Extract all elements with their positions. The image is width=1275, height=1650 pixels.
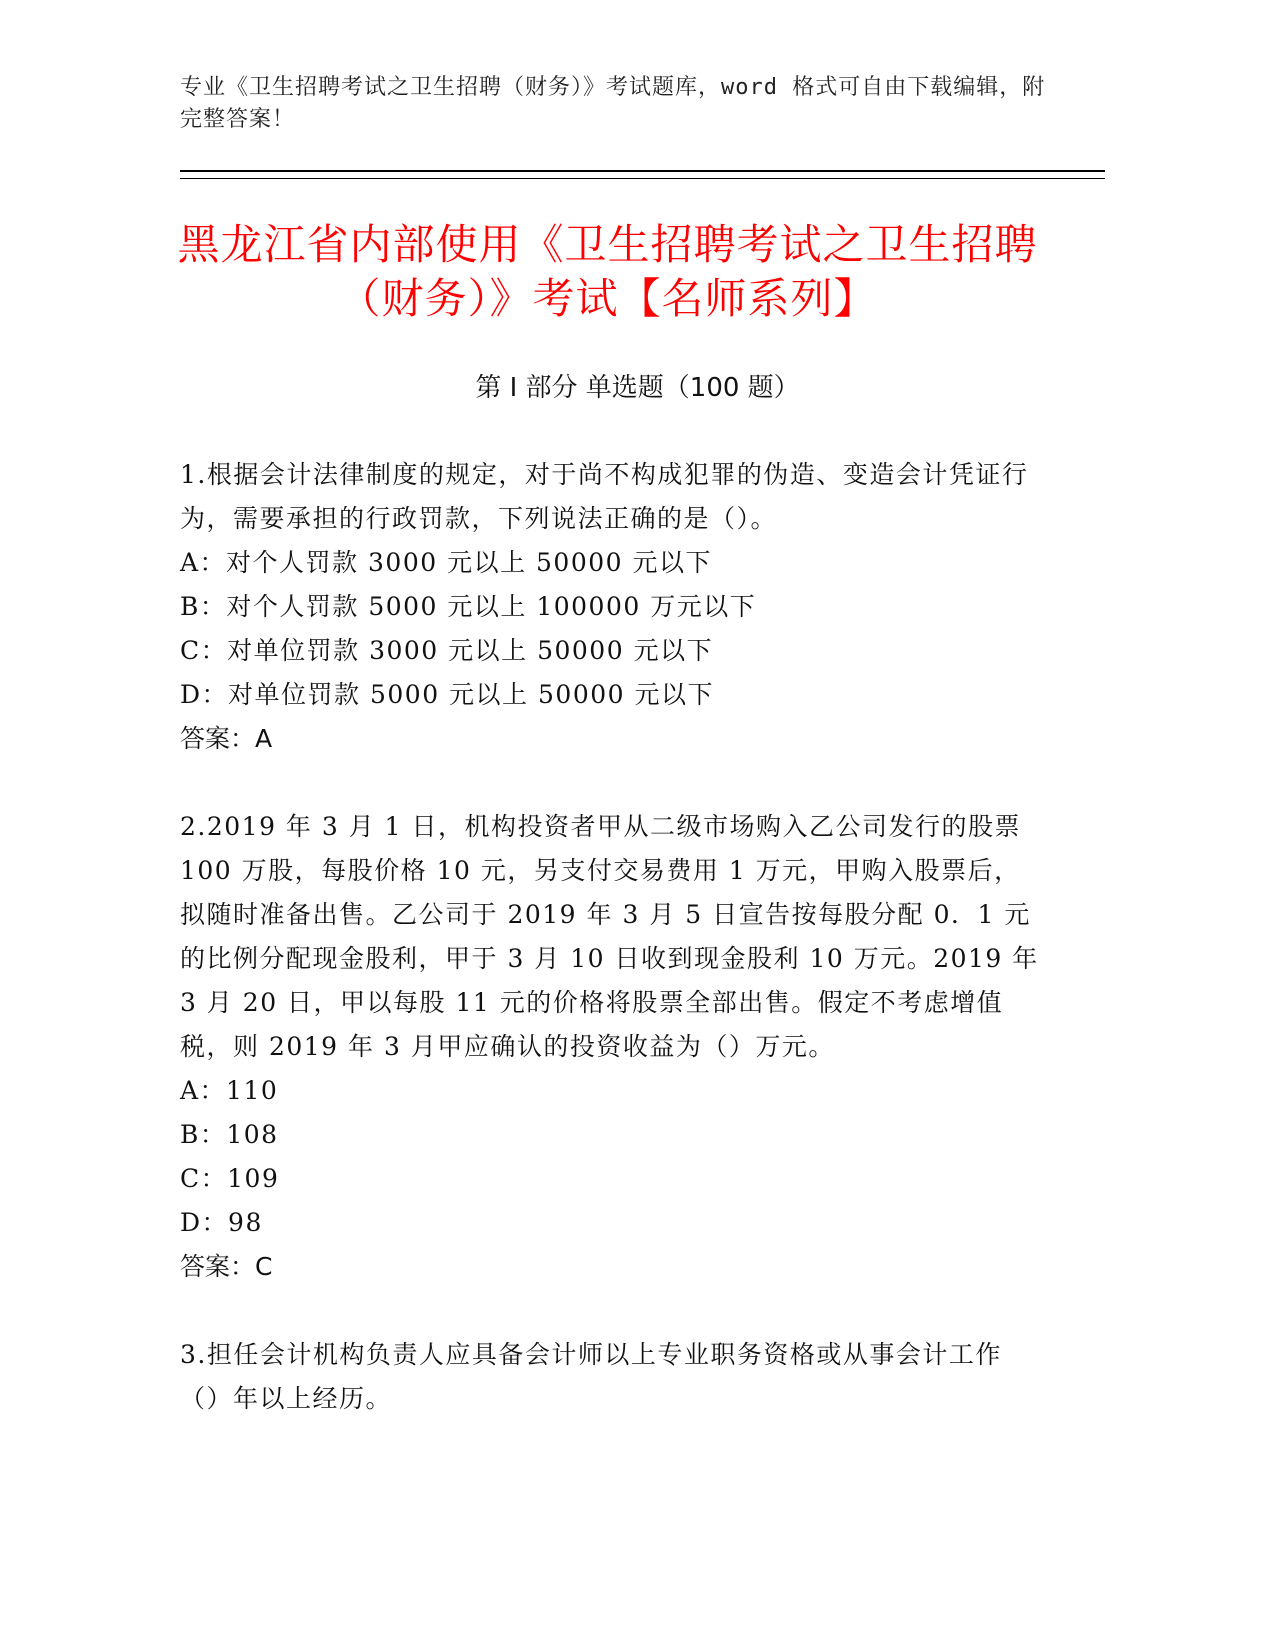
question-stem: 2.2019 年 3 月 1 日，机构投资者甲从二级市场购入乙公司发行的股票 100 万股，每股价格 10 元，另支付交易费用 1 万元，甲购入股票后，拟随时准备出售。乙公司于 2019 年 3 月 5 日宣告按每股分配 0．1 元的比例分配现金股利，甲于 3 月 10 日收到现金股利 10 万元。2019 年 3 月 20 日，甲以每股 11 元的价格将股票全部出售。假定不考虑增值税，则 2019 年 3 月甲应确认的投资收益为（）万元。 [180, 812, 1039, 1061]
option-a: A：110 [180, 1076, 279, 1105]
question-stem: 3.担任会计机构负责人应具备会计师以上专业职务资格或从事会计工作（）年以上经历。 [180, 1340, 1002, 1413]
question-stem: 1.根据会计法律制度的规定，对于尚不构成犯罪的伪造、变造会计凭证行为，需要承担的行政罚款，下列说法正确的是（）。 [180, 460, 1029, 533]
question-list [180, 453, 1040, 1465]
header-divider-thin [180, 178, 1105, 179]
option-b: B：对个人罚款 5000 元以上 100000 万元以下 [180, 592, 757, 621]
header-divider-thick [180, 170, 1105, 172]
header-note: 专业《卫生招聘考试之卫生招聘（财务）》考试题库，word 格式可自由下载编辑，附完整答案！ [180, 75, 1046, 132]
option-d: D：对单位罚款 5000 元以上 50000 元以下 [180, 680, 714, 709]
question-2 [180, 805, 1040, 1289]
option-a: A：对个人罚款 3000 元以上 50000 元以下 [180, 548, 712, 577]
option-c: C：对单位罚款 3000 元以上 50000 元以下 [180, 636, 714, 665]
question-3 [180, 1333, 1040, 1421]
document-title: 黑龙江省内部使用《卫生招聘考试之卫生招聘（财务）》考试【名师系列】 [177, 220, 1038, 323]
answer-label: 答案：A [180, 724, 273, 753]
option-b: B：108 [180, 1120, 279, 1149]
question-1 [180, 453, 1040, 761]
answer-label: 答案：C [180, 1252, 273, 1281]
option-d: D：98 [180, 1208, 263, 1237]
section-heading: 第 I 部分 单选题（100 题） [475, 373, 800, 403]
option-c: C：109 [180, 1164, 280, 1193]
